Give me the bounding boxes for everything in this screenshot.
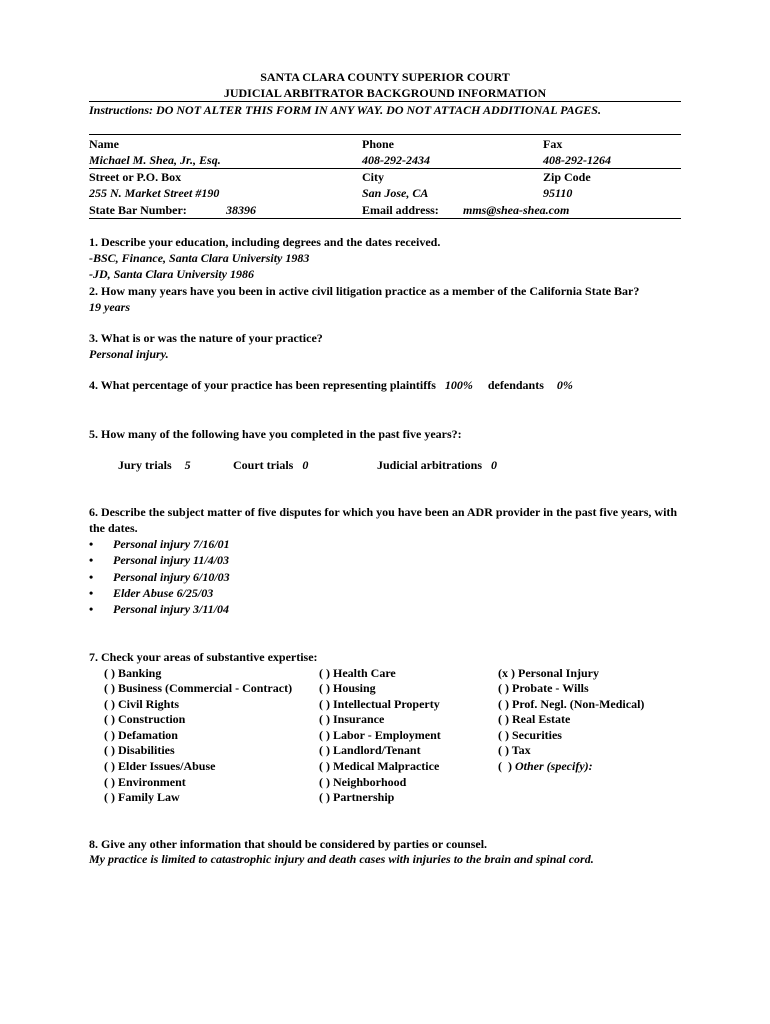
expertise-item[interactable]: ( ) Family Law (104, 790, 180, 804)
other-checkbox: ( ) (498, 759, 515, 773)
list-item (89, 602, 229, 617)
fax-value: 408-292-1264 (543, 153, 611, 167)
q5-judicial (377, 458, 497, 473)
street-value: 255 N. Market Street #190 (89, 186, 220, 200)
dispute-item: Elder Abuse 6/25/03 (113, 586, 214, 600)
expertise-item[interactable]: ( ) Partnership (319, 790, 395, 804)
expertise-item[interactable]: ( ) Elder Issues/Abuse (104, 759, 216, 773)
q8-question: 8. Give any other information that should be considered by parties or counsel. (89, 837, 488, 851)
divider (89, 134, 681, 135)
q4-question-text: 4. What percentage of your practice has been representing plaintiffs (89, 378, 436, 392)
q5-question: 5. How many of the following have you completed in the past five years?: (89, 427, 462, 441)
street-label: Street or P.O. Box (89, 170, 182, 184)
expertise-item[interactable]: ( ) Civil Rights (104, 697, 179, 711)
q8-answer: My practice is limited to catastrophic injury and death cases with injuries to the brain and spinal cord. (89, 852, 594, 866)
jury-trials-label: Jury trials (118, 458, 172, 472)
bar-number-value: 38396 (226, 203, 256, 217)
email-label: Email address: (362, 203, 439, 217)
dispute-item: Personal injury 3/11/04 (113, 602, 230, 616)
expertise-item[interactable]: ( ) Tax (498, 743, 531, 757)
q1-answer: -JD, Santa Clara University 1986 (89, 267, 255, 281)
divider (89, 218, 681, 219)
email-value: mms@shea-shea.com (463, 203, 570, 217)
q7-question: 7. Check your areas of substantive expertise: (89, 650, 318, 664)
judicial-arbitrations-value: 0 (491, 458, 498, 472)
bar-number-label: State Bar Number: (89, 203, 187, 217)
name-value: Michael M. Shea, Jr., Esq. (89, 153, 221, 167)
zip-label: Zip Code (543, 170, 591, 184)
dispute-item: Personal injury 11/4/03 (113, 553, 230, 567)
phone-value: 408-292-2434 (362, 153, 430, 167)
expertise-item[interactable]: ( ) Environment (104, 775, 186, 789)
expertise-item[interactable]: ( ) Health Care (319, 666, 396, 680)
phone-label: Phone (362, 137, 395, 151)
expertise-item[interactable]: ( ) Medical Malpractice (319, 759, 440, 773)
jury-trials-value: 5 (184, 458, 191, 472)
expertise-item-personal-injury[interactable]: (x ) Personal Injury (498, 666, 599, 680)
other-label: Other (specify): (515, 759, 593, 773)
expertise-item[interactable]: ( ) Securities (498, 728, 562, 742)
dispute-item: Personal injury 6/10/03 (113, 570, 230, 584)
zip-value: 95110 (543, 186, 573, 200)
expertise-item[interactable]: ( ) Business (Commercial - Contract) (104, 681, 293, 695)
bullet: • (89, 537, 94, 551)
q6-question: 6. Describe the subject matter of five disputes for which you have been an ADR provider in the past five years, with (89, 505, 678, 519)
q6-question-cont: the dates. (89, 521, 138, 535)
q4-defendants-value: 0% (556, 378, 573, 392)
instructions: Instructions: DO NOT ALTER THIS FORM IN ANY WAY. DO NOT ATTACH ADDITIONAL PAGES. (89, 103, 601, 117)
bullet: • (89, 586, 94, 600)
expertise-item[interactable]: ( ) Landlord/Tenant (319, 743, 421, 757)
expertise-item[interactable]: ( ) Labor - Employment (319, 728, 441, 742)
divider (89, 101, 681, 102)
bullet: • (89, 553, 94, 567)
expertise-item[interactable]: ( ) Neighborhood (319, 775, 407, 789)
q5-jury (118, 458, 191, 473)
q5-court (233, 458, 308, 473)
q4-defendants-label: defendants (487, 378, 544, 392)
judicial-arbitrations-label: Judicial arbitrations (377, 458, 483, 472)
expertise-item[interactable]: ( ) Real Estate (498, 712, 571, 726)
q1-answer: -BSC, Finance, Santa Clara University 1983 (89, 251, 310, 265)
expertise-item[interactable]: ( ) Disabilities (104, 743, 175, 757)
q3-question: 3. What is or was the nature of your practice? (89, 331, 323, 345)
expertise-item[interactable]: ( ) Defamation (104, 728, 178, 742)
q1-question: 1. Describe your education, including degrees and the dates received. (89, 235, 441, 249)
bullet: • (89, 602, 94, 616)
expertise-item[interactable]: ( ) Housing (319, 681, 376, 695)
court-trials-value: 0 (302, 458, 309, 472)
expertise-item[interactable]: ( ) Prof. Negl. (Non-Medical) (498, 697, 645, 711)
q3-answer: Personal injury. (89, 347, 169, 361)
expertise-item[interactable]: ( ) Probate - Wills (498, 681, 589, 695)
expertise-item[interactable]: ( ) Intellectual Property (319, 697, 440, 711)
list-item (89, 537, 230, 552)
list-item (89, 586, 213, 601)
bullet: • (89, 570, 94, 584)
city-label: City (362, 170, 384, 184)
court-name: SANTA CLARA COUNTY SUPERIOR COURT (260, 70, 510, 84)
expertise-item[interactable]: ( ) Insurance (319, 712, 385, 726)
expertise-item[interactable]: ( ) Banking (104, 666, 162, 680)
expertise-item-other[interactable] (498, 759, 593, 774)
divider (89, 168, 681, 169)
q4-plaintiffs-value: 100% (444, 378, 473, 392)
q4-question (89, 378, 573, 393)
q2-answer: 19 years (89, 300, 130, 314)
city-value: San Jose, CA (362, 186, 429, 200)
fax-label: Fax (543, 137, 563, 151)
list-item (89, 570, 230, 585)
name-label: Name (89, 137, 119, 151)
dispute-item: Personal injury 7/16/01 (113, 537, 230, 551)
q2-question: 2. How many years have you been in active civil litigation practice as a member of the California State Bar? (89, 284, 640, 298)
expertise-item[interactable]: ( ) Construction (104, 712, 186, 726)
list-item (89, 553, 229, 568)
form-title: JUDICIAL ARBITRATOR BACKGROUND INFORMATION (223, 86, 547, 100)
court-trials-label: Court trials (233, 458, 294, 472)
